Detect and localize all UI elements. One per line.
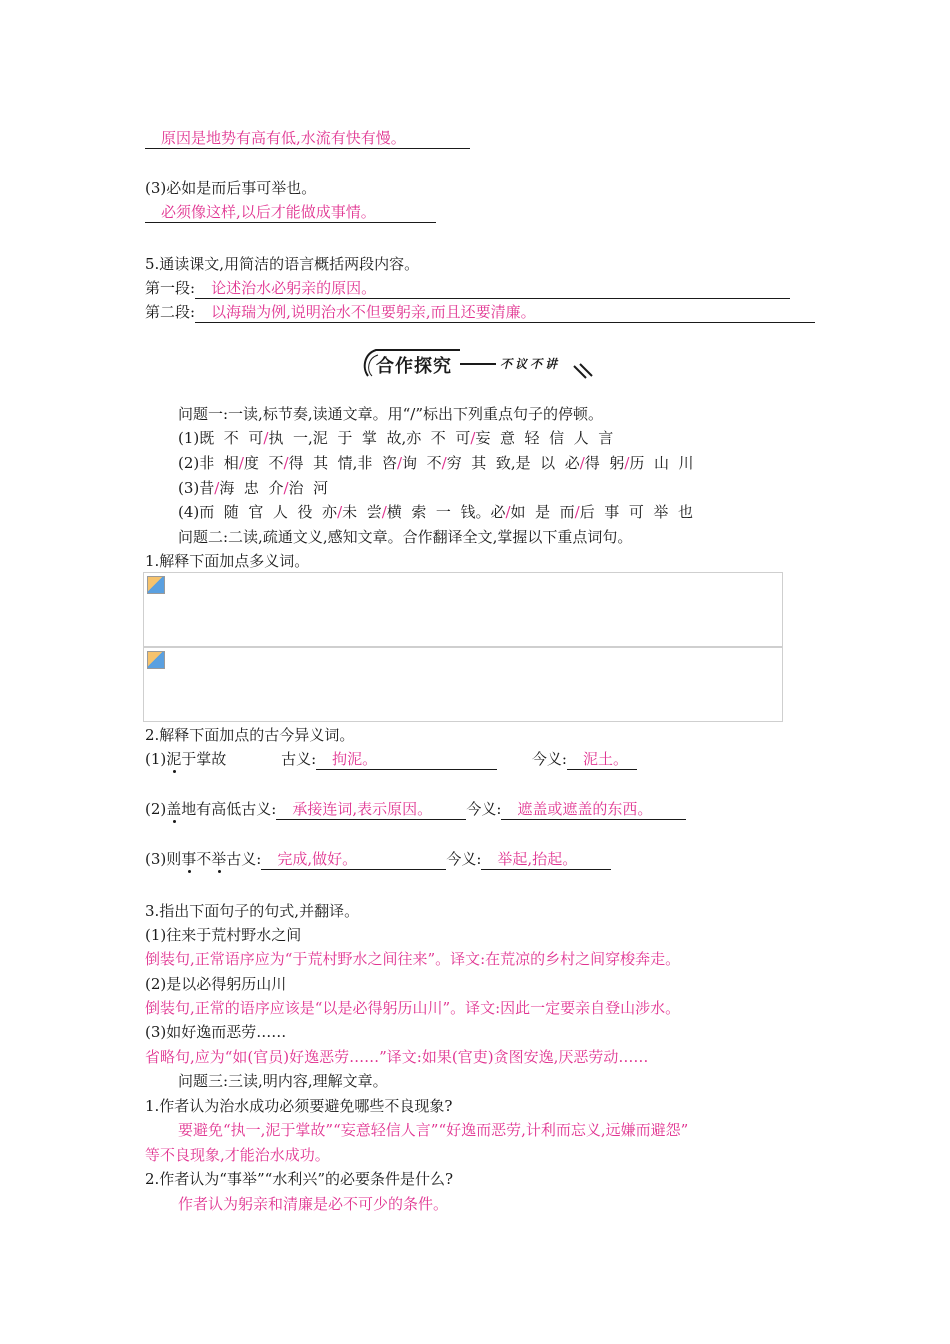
pause-segment: 亦 [322,503,338,521]
pause-segment: 其 [313,454,329,472]
pause-segment: 可 [455,429,471,447]
pause-segment: (2)非 [178,454,215,472]
pause-segment: 忠 [243,479,259,497]
broken-image-icon [147,651,165,669]
pause-segment: 随 [223,503,239,521]
pause-segment: 必 [564,454,580,472]
pause-segment: 意 [499,429,515,447]
pause-segment: 其 [471,454,487,472]
pause-space [564,429,574,447]
pause-segment: 得 [584,454,600,472]
pause-segment: 举 [653,503,669,521]
banner-title: 合作探究 [376,356,452,377]
pause-segment: 以 [540,454,556,472]
pause-segment: (1)既 [178,429,215,447]
pause-segment: 索 [411,503,427,521]
pause-space [328,454,338,472]
answer-underline: 泥土。 [567,749,637,770]
sentence-3-answer: 省略句,应为“如(官员)好逸恶劳……”译文:如果(官吏)贪图安逸,厌恶劳动…… [145,1048,649,1066]
pause-space [313,503,323,521]
pause-segment: 不 [430,429,446,447]
answer-underline: 必须像这样,以后才能做成事情。 [145,202,436,223]
pause-slash: / [337,503,343,521]
pause-space [446,429,456,447]
pause-segment: 于 [337,429,353,447]
pause-slash: / [574,503,580,521]
pause-segment: 致,是 [495,454,531,472]
answer-underline: 原因是地势有高有低,水流有快有慢。 [145,128,470,149]
pause-slash: / [396,454,403,472]
issue-1-heading: 问题一:一读,标节奏,读通文章。用“/”标出下列重点句子的停顿。 [178,405,603,423]
pause-sentence-1 [178,428,613,448]
pause-segment: 如 [510,503,526,521]
pause-space [595,503,605,521]
pause-segment: 一 [435,503,451,521]
pause-sentence-2 [178,453,694,473]
pause-segment: 情,非 [337,454,373,472]
banner-subtitle: 不议不讲 [500,357,561,371]
pause-segment: 信 [549,429,565,447]
issue-2-heading: 问题二:二读,疏通文义,感知文章。合作翻译全文,掌握以下重点词句。 [178,528,633,546]
pause-space [515,429,525,447]
pause-segment: 执 [268,429,284,447]
answer-underline: 承接连词,表示原因。 [276,799,466,820]
pause-space [619,503,629,521]
image-placeholder [143,572,783,647]
task-1-title: 1.解释下面加点多义词。 [145,552,310,570]
dotted-char: 举 [211,850,227,868]
pause-segment: 治 [288,479,304,497]
pause-segment: 可 [248,429,264,447]
pause-segment: 介 [268,479,284,497]
pause-segment: 海 [219,479,235,497]
sentence-2-answer: 倒装句,正常的语序应该是“以是必得躬历山川”。译文:因此一定要亲自登山涉水。 [145,999,681,1017]
pause-segment: 不 [268,454,284,472]
issue-3-answer-2: 作者认为躬亲和清廉是必不可少的条件。 [178,1195,449,1213]
question-line: (3)必如是而后事可举也。 [145,179,317,197]
pause-slash: / [381,503,387,521]
pause-segment: 咨 [381,454,397,472]
pause-space [283,429,293,447]
pause-segment: 后 [579,503,595,521]
pause-space [644,454,654,472]
pause-segment: 穷 [446,454,462,472]
pause-slash: / [283,479,289,497]
pause-space [462,454,472,472]
sentence-1: (1)往来于荒村野水之间 [145,926,302,944]
dotted-char: 泥 [166,750,182,768]
q5-prompt: 5.通读课文,用简洁的语言概括两段内容。 [145,255,420,273]
section-banner [360,346,600,382]
pause-space [259,454,269,472]
answer-underline: 论述治水必躬亲的原因。 [195,278,790,299]
pause-space [644,503,654,521]
answer-underline: 拘泥。 [316,749,497,770]
pause-segment: 度 [243,454,259,472]
pause-sentence-4 [178,502,693,522]
pause-segment: 不 [223,429,239,447]
word-row-3: (3)则事不举古义: 完成,做好。 今义: 举起,抬起。 [145,849,611,870]
pause-space [304,479,314,497]
pause-space [417,454,427,472]
word-row-1: (1)泥于掌故 古义: 拘泥。 今义: 泥土。 [145,749,637,770]
dotted-char: 盖 [166,800,182,818]
pause-space [600,454,610,472]
pause-segment: 可 [628,503,644,521]
pause-slash: / [441,454,447,472]
pause-segment: 官 [248,503,264,521]
pause-space [531,454,541,472]
pause-space [669,454,679,472]
pause-space [304,454,314,472]
task-3-title: 3.指出下面句子的句式,并翻译。 [145,902,360,920]
pause-space [239,429,249,447]
pause-segment: 事 [604,503,620,521]
pause-segment: 妄 [475,429,491,447]
pause-slash: / [214,479,220,497]
pause-segment: (3)昔 [178,479,215,497]
sentence-1-answer: 倒装句,正常语序应为“于荒村野水之间往来”。译文:在荒凉的乡村之间穿梭奔走。 [145,950,681,968]
pause-slash: / [238,454,244,472]
pause-space [239,503,249,521]
task-2-title: 2.解释下面加点的古今异义词。 [145,726,355,744]
pause-space [490,429,500,447]
issue-3-answer-1-cont: 等不良现象,才能治水成功。 [145,1146,330,1164]
pause-space [328,429,338,447]
answer-line [145,202,436,223]
pause-segment: 役 [297,503,313,521]
pause-segment: (4)而 [178,503,215,521]
broken-image-icon [147,576,165,594]
answer-underline: 以海瑞为例,说明治水不但要躬亲,而且还要清廉。 [195,302,815,323]
pause-segment: 横 [386,503,402,521]
image-placeholder [143,647,783,722]
pause-slash: / [624,454,630,472]
answer-line [145,128,470,149]
pause-space [214,429,224,447]
pause-segment: 河 [313,479,329,497]
pause-space [352,429,362,447]
pause-space [357,503,367,521]
pause-segment: 询 [402,454,418,472]
q5-paragraph-2: 第二段: 以海瑞为例,说明治水不但要躬亲,而且还要清廉。 [145,302,815,323]
pause-space [214,454,224,472]
pause-segment: 不 [426,454,442,472]
q5-paragraph-1: 第一段: 论述治水必躬亲的原因。 [145,278,790,299]
pause-slash: / [579,454,585,472]
pause-segment: 人 [573,429,589,447]
pause-segment: 躬 [609,454,625,472]
pause-slash: / [263,429,269,447]
pause-space [234,479,244,497]
pause-space [540,429,550,447]
pause-space [263,503,273,521]
pause-space [259,479,269,497]
issue-3-heading: 问题三:三读,明内容,理解文章。 [178,1072,388,1090]
pause-segment: 故,亦 [386,429,422,447]
word-row-2: (2)盖地有高低古义: 承接连词,表示原因。 今义: 遮盖或遮盖的东西。 [145,799,686,820]
answer-underline: 遮盖或遮盖的东西。 [501,799,686,820]
pause-space [555,454,565,472]
pause-segment: 也 [677,503,693,521]
answer-underline: 完成,做好。 [261,849,446,870]
pause-space [486,454,496,472]
pause-segment: 历 [629,454,645,472]
banner-dash [460,363,496,365]
pause-segment: 言 [598,429,614,447]
pause-slash: / [470,429,476,447]
pause-space [550,503,560,521]
sentence-3: (3)如好逸而恶劳…… [145,1023,287,1041]
pause-segment: 是 [535,503,551,521]
pause-segment: 而 [559,503,575,521]
pause-space [426,503,436,521]
pause-segment: 轻 [524,429,540,447]
pause-space [526,503,536,521]
issue-3-answer-1: 要避免“执一,泥于掌故”“妄意轻信人言”“好逸而恶劳,计利而忘义,远嫌而避怨” [178,1121,689,1139]
pause-space [668,503,678,521]
pause-segment: 相 [223,454,239,472]
pause-segment: 一,泥 [293,429,328,447]
dotted-char: 事 [181,850,197,868]
pause-segment: 钱。必 [460,503,506,521]
pause-segment: 川 [678,454,694,472]
pause-space [421,429,431,447]
pause-segment: 掌 [361,429,377,447]
answer-underline: 举起,抬起。 [481,849,611,870]
pause-segment: 未 [342,503,358,521]
pause-space [402,503,412,521]
sentence-2: (2)是以必得躬历山川 [145,975,287,993]
pause-segment: 山 [653,454,669,472]
pause-space [589,429,599,447]
pause-segment: 尝 [366,503,382,521]
pause-space [372,454,382,472]
pause-slash: / [283,454,289,472]
pause-space [214,503,224,521]
issue-3-question-2: 2.作者认为“事举”“水利兴”的必要条件是什么? [145,1170,454,1188]
pause-slash: / [505,503,511,521]
pause-sentence-3 [178,478,328,498]
pause-segment: 得 [288,454,304,472]
issue-3-question-1: 1.作者认为治水成功必须要避免哪些不良现象? [145,1097,453,1115]
pause-segment: 人 [272,503,288,521]
